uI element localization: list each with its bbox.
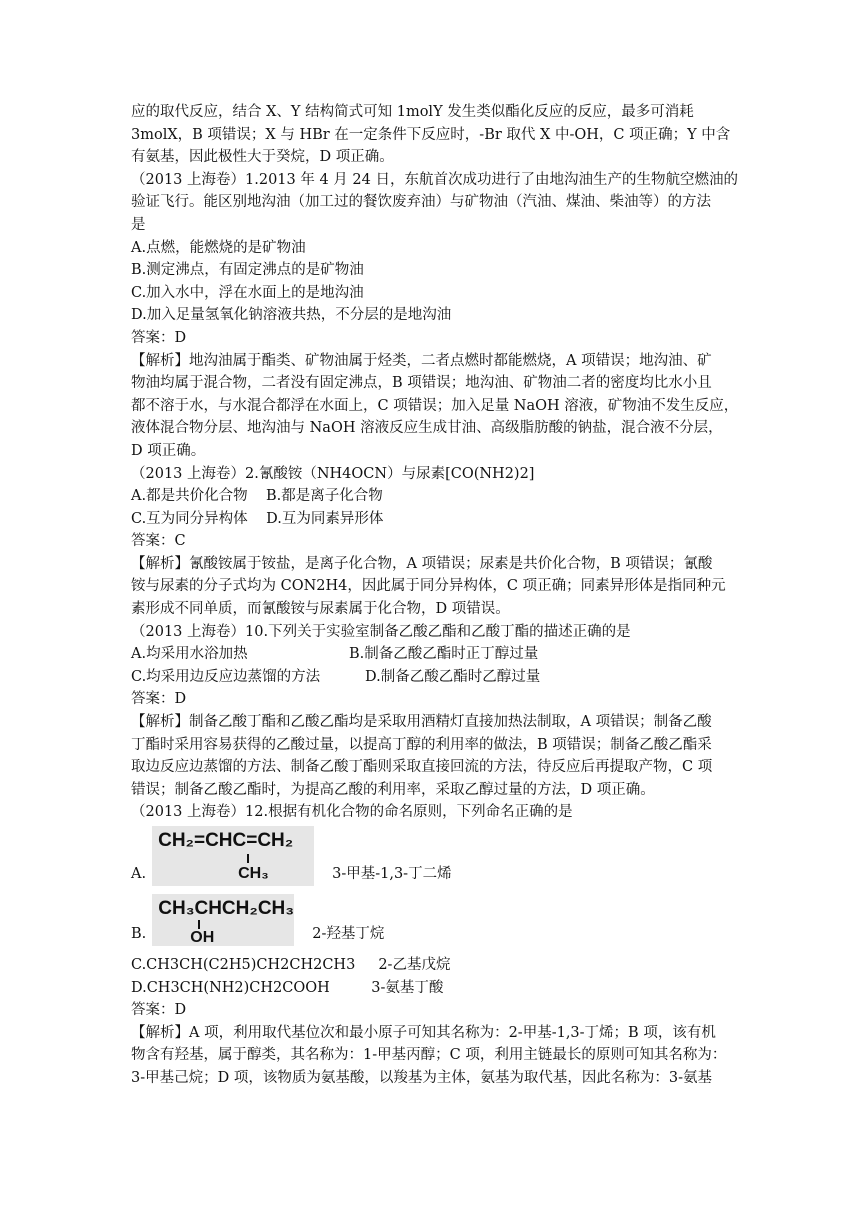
answer-line: 答案：D <box>131 1002 187 1019</box>
option-line: A.点燃，能燃烧的是矿物油 <box>131 239 306 256</box>
analysis-line: 铵与尿素的分子式均为 CON2H4，因此属于同分异构体，C 项正确；同素异形体是指同种元 <box>131 578 726 595</box>
option-a-structure-row <box>131 826 743 886</box>
text-line: 是 <box>131 216 146 233</box>
option-b: B.制备乙酸乙酯时正丁醇过量 <box>349 646 539 663</box>
analysis-line: D 项正确。 <box>131 442 206 459</box>
text-line: 应的取代反应，结合 X、Y 结构简式可知 1molY 发生类似酯化反应的反应，最多可消耗 <box>131 104 694 120</box>
question-heading: （2013 上海卷）10.下列关于实验室制备乙酸乙酯和乙酸丁酯的描述正确的是 <box>131 623 631 640</box>
question-heading: （2013 上海卷）1.2013 年 4 月 24 日，东航首次成功进行了由地沟油生产的生物航空燃油的 <box>131 171 738 188</box>
formula-branch: CH₃ <box>238 865 269 882</box>
analysis-line: 3-甲基己烷；D 项，该物质为氨基酸，以羧基为主体，氨基为取代基，因此名称为：3-氨基 <box>131 1069 712 1086</box>
option-a-name: 3-甲基-1,3-丁二烯 <box>332 866 452 883</box>
option-row <box>131 643 743 666</box>
bond-line <box>247 854 249 863</box>
analysis-line: 取边反应边蒸馏的方法、制备乙酸丁酯则采取直接回流的方法，待反应后再提取产物，C 项 <box>131 759 713 776</box>
analysis-line: 【解析】地沟油属于酯类、矿物油属于烃类，二者点燃时都能燃烧，A 项错误；地沟油、矿 <box>131 352 712 369</box>
question-heading: （2013 上海卷）2.氰酸铵（NH4OCN）与尿素[CO(NH2)2] <box>131 465 535 482</box>
structural-formula-image <box>152 826 314 886</box>
formula-main-chain: CH₃CHCH₂CH₃ <box>158 898 295 919</box>
analysis-line: 都不溶于水，与水混合都浮在水面上，C 项错误；加入足量 NaOH 溶液，矿物油不发生反应， <box>131 397 739 414</box>
option-b-structure-row <box>131 894 743 946</box>
question-heading: （2013 上海卷）12.根据有机化合物的命名原则，下列命名正确的是 <box>131 804 573 821</box>
document-body <box>131 101 743 1090</box>
analysis-line: 素形成不同单质，而氰酸铵与尿素属于化合物，D 项错误。 <box>131 601 510 618</box>
option-c: C.均采用边反应边蒸馏的方法 <box>131 668 321 685</box>
analysis-line: 错误；制备乙酸乙酯时，为提高乙酸的利用率，采取乙醇过量的方法，D 项正确。 <box>131 781 655 798</box>
analysis-line: 【解析】A 项，利用取代基位次和最小原子可知其名称为：2-甲基-1,3-丁烯；B 项，该有机 <box>131 1024 716 1041</box>
option-row <box>131 666 743 689</box>
option-line: C.CH3CH(C2H5)CH2CH2CH3 2-乙基戊烷 <box>131 957 451 973</box>
analysis-line: 物油均属于混合物，二者没有固定沸点，B 项错误；地沟油、矿物油二者的密度均比水小且 <box>131 375 712 392</box>
answer-line: 答案：D <box>131 329 187 346</box>
analysis-line: 物含有羟基，属于醇类，其名称为：1-甲基丙醇；C 项，利用主链最长的原则可知其名称为： <box>131 1047 727 1064</box>
option-line: C.互为同分异构体 D.互为同素异形体 <box>131 510 384 527</box>
option-line: A.都是共价化合物 B.都是离子化合物 <box>131 488 383 505</box>
analysis-line: 【解析】氰酸铵属于铵盐，是离子化合物，A 项错误；尿素是共价化合物，B 项错误；氰酸 <box>131 555 713 572</box>
answer-line: 答案：C <box>131 533 186 550</box>
option-line: B.测定沸点，有固定沸点的是矿物油 <box>131 262 364 279</box>
analysis-line: 【解析】制备乙酸丁酯和乙酸乙酯均是采取用酒精灯直接加热法制取，A 项错误；制备乙酸 <box>131 714 712 731</box>
analysis-line: 液体混合物分层、地沟油与 NaOH 溶液反应生成甘油、高级脂肪酸的钠盐，混合液不分层， <box>131 420 723 437</box>
text-line: 有氨基，因此极性大于癸烷，D 项正确。 <box>131 149 394 166</box>
text-line: 3molX，B 项错误；X 与 HBr 在一定条件下反应时，-Br 取代 X 中-OH，C 项正确；Y 中含 <box>131 126 731 143</box>
option-b-name: 2-羟基丁烷 <box>312 926 385 943</box>
structural-formula-image <box>152 894 294 946</box>
option-a: A.均采用水浴加热 <box>131 646 248 663</box>
option-line: C.加入水中，浮在水面上的是地沟油 <box>131 284 364 301</box>
option-line: D.CH3CH(NH2)CH2COOH 3-氨基丁酸 <box>131 979 444 996</box>
answer-line: 答案：D <box>131 691 187 708</box>
option-d: D.制备乙酸乙酯时乙醇过量 <box>365 668 541 685</box>
text-line: 验证飞行。能区别地沟油（加工过的餐饮废弃油）与矿物油（汽油、煤油、柴油等）的方法 <box>131 194 711 211</box>
formula-branch: OH <box>190 929 215 946</box>
option-line: D.加入足量氢氧化钠溶液共热，不分层的是地沟油 <box>131 307 452 324</box>
option-a-label: A. <box>131 866 147 883</box>
option-b-label: B. <box>131 926 147 943</box>
formula-main-chain: CH₂=CHC=CH₂ <box>158 830 294 851</box>
analysis-line: 丁酯时采用容易获得的乙酸过量，以提高丁醇的利用率的做法，B 项错误；制备乙酸乙酯采 <box>131 736 712 753</box>
